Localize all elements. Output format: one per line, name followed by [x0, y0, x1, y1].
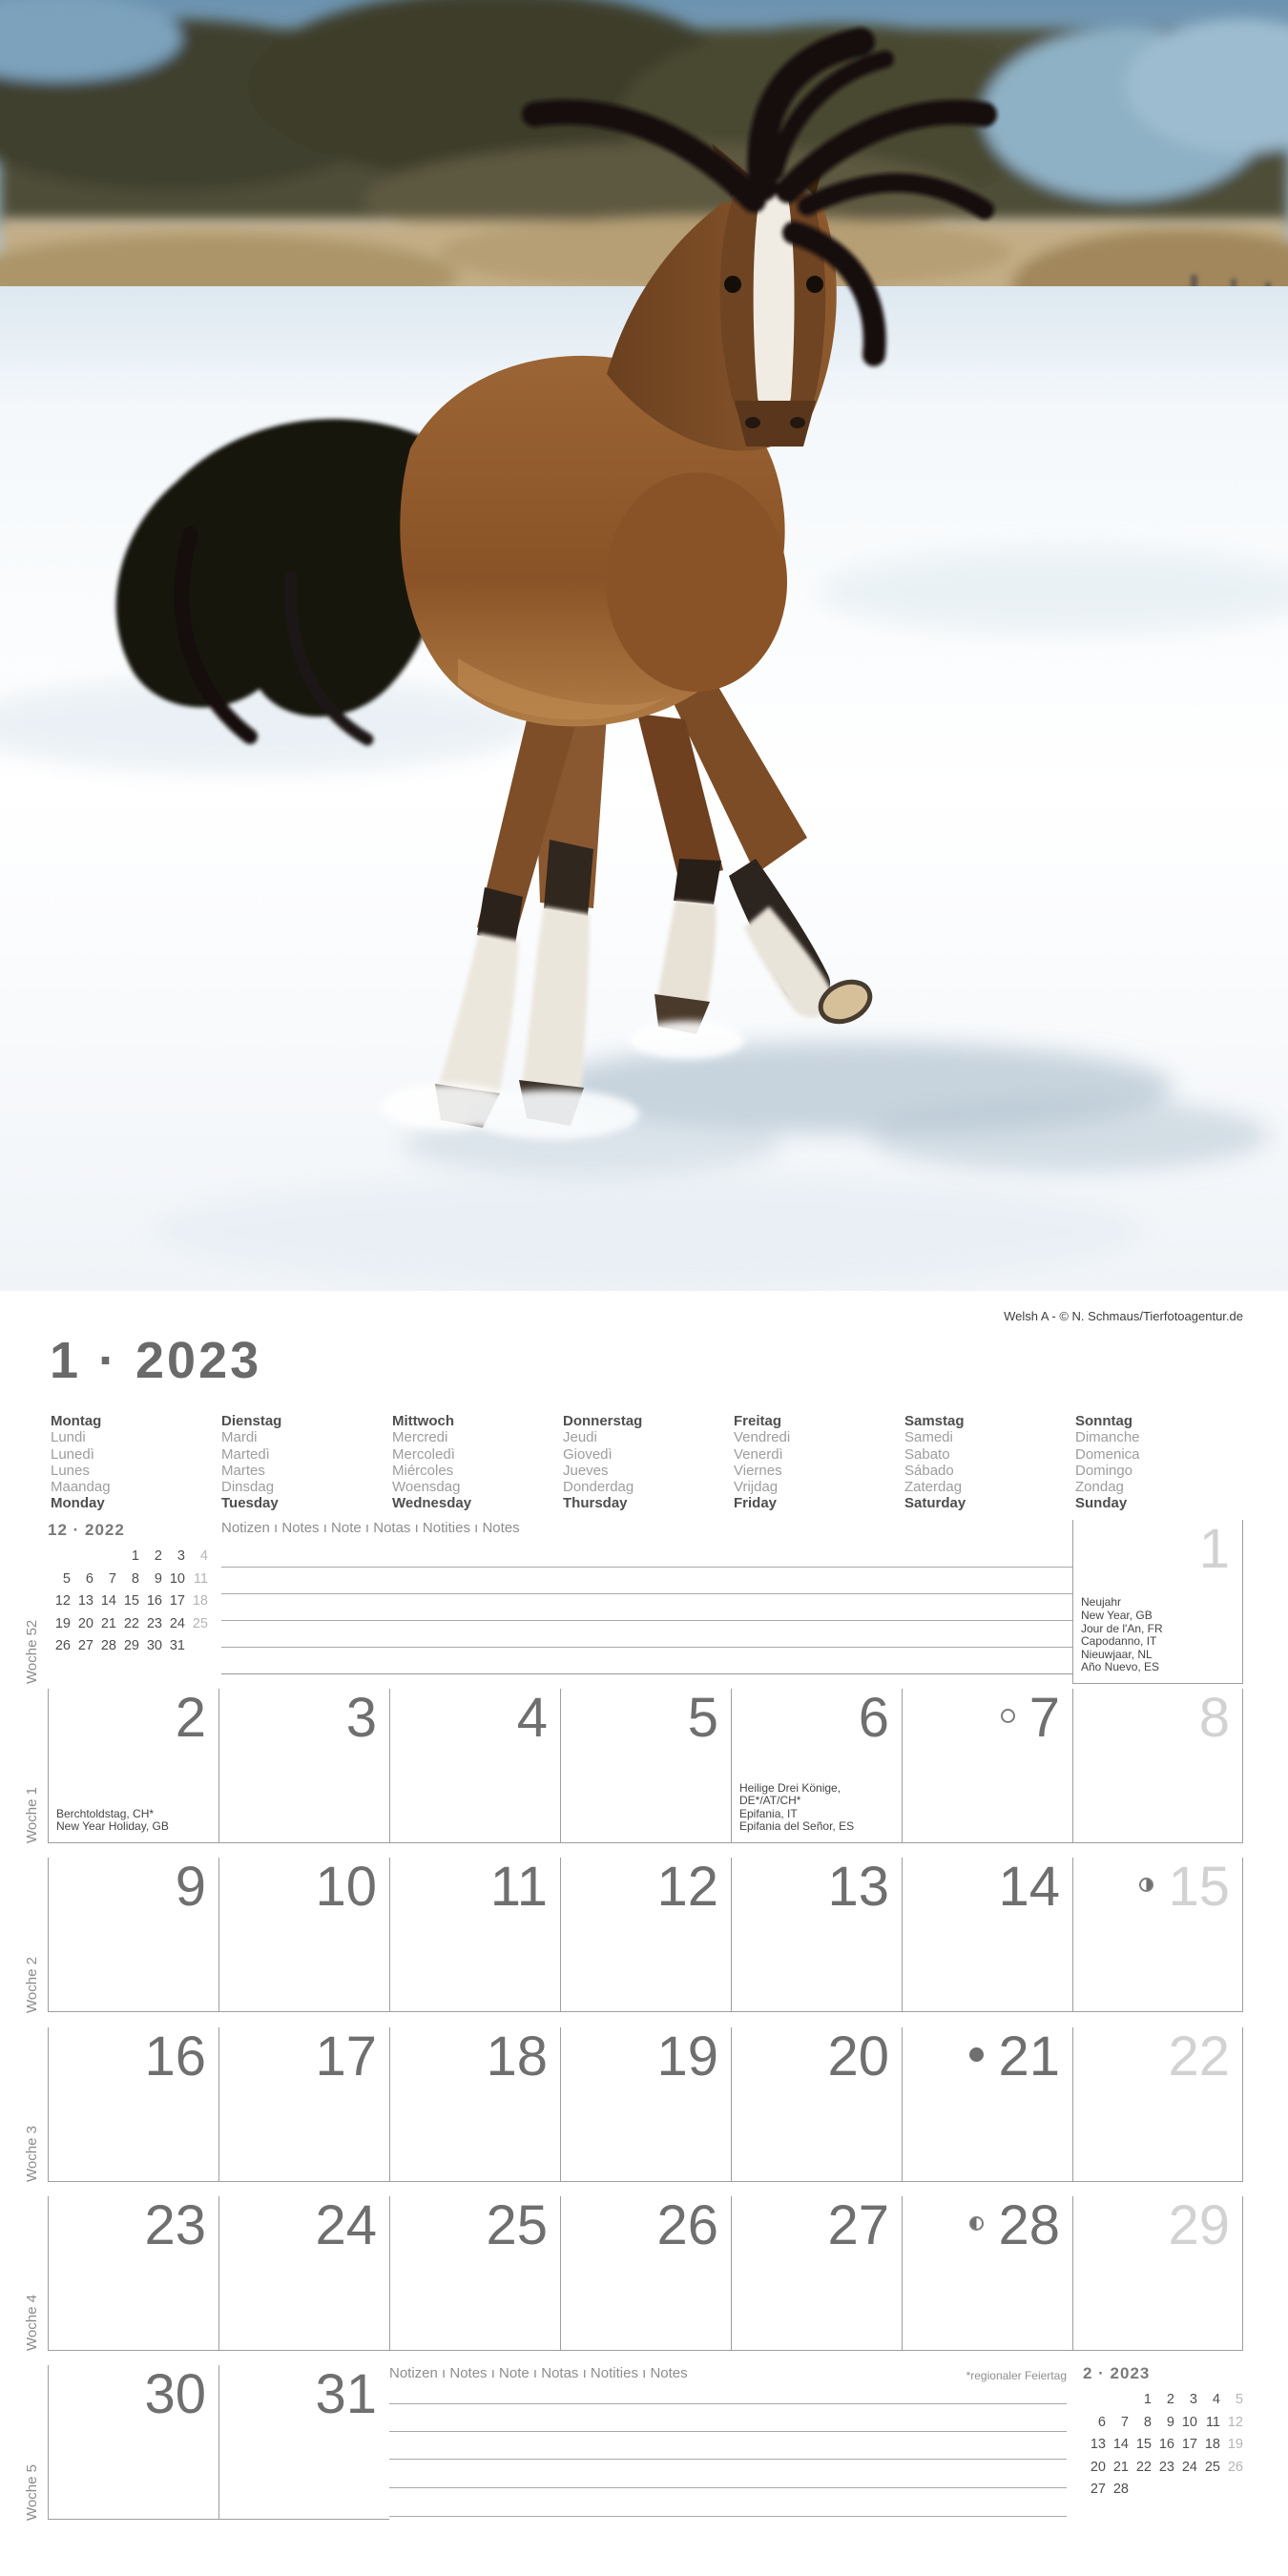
mini-calendar-day: 19	[1227, 2437, 1243, 2452]
day-name: Mittwoch	[392, 1413, 454, 1429]
day-cell-9	[48, 1858, 218, 2012]
day-name: Martedì	[221, 1445, 270, 1463]
week-label-5: Woche 5	[24, 2464, 40, 2521]
mini-calendar-week-row	[48, 1548, 212, 1571]
mini-calendar-day: 28	[100, 1638, 116, 1653]
day-cell-23	[48, 2196, 218, 2351]
week-2-row	[48, 1858, 1243, 2012]
mini-calendar-day	[1129, 2482, 1152, 2504]
week-4-row	[48, 2196, 1243, 2351]
mini-calendar-week-row	[1083, 2392, 1243, 2415]
mini-calendar-day: 26	[54, 1638, 71, 1653]
day-name: Sunday	[1075, 1495, 1128, 1512]
day-name: Mercoledì	[392, 1445, 455, 1463]
mini-calendar-day: 22	[1135, 2459, 1152, 2475]
week-5-row	[48, 2365, 1243, 2520]
week-label-3: Woche 3	[24, 2126, 40, 2182]
mini-calendar-day: 5	[62, 1570, 71, 1587]
mini-calendar-day: 8	[1143, 2414, 1152, 2430]
day-name: Jueves	[563, 1462, 609, 1479]
mini-calendar-day: 23	[1158, 2459, 1174, 2475]
day-number: 28	[998, 2194, 1060, 2256]
mini-calendar-day: 13	[1090, 2437, 1106, 2452]
mini-calendar-day	[71, 1548, 93, 1571]
day-name: Martes	[221, 1462, 265, 1479]
mini-calendar-day: 19	[54, 1615, 71, 1631]
mini-calendar-day: 22	[123, 1615, 139, 1631]
month-title: 1 · 2023	[50, 1332, 262, 1389]
holiday-line: Jour de l'An, FR	[1081, 1621, 1163, 1635]
day-number: 13	[827, 1856, 889, 1918]
day-number: 4	[516, 1687, 548, 1749]
mini-calendar-day: 1	[1143, 2392, 1152, 2407]
last-quarter-moon-icon	[1139, 1878, 1153, 1892]
mini-calendar-day	[1152, 2482, 1174, 2504]
day-cell-29	[1072, 2196, 1243, 2351]
day-name: Saturday	[904, 1495, 966, 1512]
week-label-1: Woche 1	[24, 1787, 40, 1843]
notes-label: Notizen ı Notes ı Note ı Notas ı Notities ı Notes	[221, 1520, 520, 1536]
mini-calendar-day: 31	[169, 1638, 185, 1653]
mini-calendar-day	[1106, 2392, 1129, 2415]
day-number: 17	[315, 2025, 377, 2088]
day-cell-12	[560, 1858, 731, 2012]
mini-calendar-previous-month	[48, 1522, 212, 1661]
mini-calendar-day: 24	[1181, 2459, 1197, 2475]
day-name: Giovedì	[563, 1445, 613, 1463]
day-cell-24	[218, 2196, 389, 2351]
day-number: 30	[144, 2363, 206, 2425]
mini-calendar-day	[1220, 2482, 1243, 2504]
day-number: 1	[1198, 1518, 1230, 1580]
regional-holiday-footnote: *regionaler Feiertag	[966, 2369, 1067, 2382]
mini-calendar-day: 15	[1135, 2437, 1152, 2452]
mini-calendar-day: 3	[1189, 2392, 1197, 2407]
holiday-list	[739, 1782, 902, 1834]
day-cell-25	[389, 2196, 560, 2351]
day-number: 9	[175, 1856, 206, 1918]
mini-calendar-day	[48, 1548, 71, 1571]
mini-calendar-day: 20	[77, 1615, 93, 1631]
mini-calendar-day: 18	[1204, 2437, 1220, 2452]
day-number: 7	[1028, 1687, 1060, 1749]
day-name: Samstag	[904, 1413, 965, 1429]
mini-calendar-day: 14	[100, 1593, 116, 1609]
day-name: Viernes	[734, 1462, 782, 1479]
day-number: 25	[486, 2194, 548, 2256]
mini-calendar-day: 4	[1212, 2392, 1220, 2407]
day-cell-3	[218, 1689, 389, 1843]
day-number: 10	[315, 1856, 377, 1918]
day-cell-19	[560, 2027, 731, 2182]
mini-calendar-day: 5	[1235, 2392, 1243, 2407]
day-header-thursday	[560, 1413, 731, 1512]
day-number: 23	[144, 2194, 206, 2256]
mini-calendar-day: 12	[54, 1593, 71, 1609]
holiday-list	[1081, 1596, 1163, 1674]
day-name: Samedi	[904, 1429, 953, 1446]
mini-calendar-week-row	[48, 1571, 212, 1594]
mini-calendar-day: 29	[123, 1638, 139, 1653]
mini-calendar-day: 20	[1090, 2459, 1106, 2475]
day-number: 24	[315, 2194, 377, 2256]
mini-calendar-day: 15	[123, 1593, 139, 1609]
mini-calendar-day: 16	[146, 1593, 162, 1609]
mini-calendar-day: 23	[146, 1615, 162, 1631]
day-cell-31	[218, 2365, 389, 2520]
day-name: Dimanche	[1075, 1429, 1140, 1446]
day-cell-10	[218, 1858, 389, 2012]
day-name: Donnerstag	[563, 1413, 643, 1429]
day-cell-16	[48, 2027, 218, 2182]
mini-calendar-day: 21	[100, 1615, 116, 1631]
day-number: 21	[998, 2025, 1060, 2088]
day-name: Jeudi	[563, 1429, 597, 1446]
holiday-line: Heilige Drei Könige, DE*/AT/CH*	[739, 1780, 841, 1808]
mini-calendar-day: 2	[1166, 2392, 1174, 2407]
mini-calendar-day: 24	[169, 1615, 185, 1631]
mini-calendar-week-row	[48, 1616, 212, 1639]
day-name: Dienstag	[221, 1413, 282, 1429]
holiday-line: Berchtoldstag, CH*	[56, 1806, 155, 1820]
mini-calendar-day: 12	[1227, 2414, 1243, 2430]
note-line	[221, 1567, 1072, 1568]
holiday-line: Año Nuevo, ES	[1081, 1660, 1160, 1674]
day-number: 27	[827, 2194, 889, 2256]
day-cell-28	[902, 2196, 1072, 2351]
mini-calendar-day: 17	[1181, 2437, 1197, 2452]
mini-calendar-day: 10	[1181, 2414, 1197, 2430]
day-name: Lundi	[51, 1429, 86, 1446]
mini-calendar-week-row	[48, 1638, 212, 1661]
day-name: Dinsdag	[221, 1479, 275, 1496]
day-cell-2	[48, 1689, 218, 1843]
day-name: Lunes	[51, 1462, 90, 1479]
day-cell-11	[389, 1858, 560, 2012]
mini-calendar-day: 10	[169, 1570, 185, 1587]
day-header-tuesday	[218, 1413, 389, 1512]
day-number: 11	[489, 1856, 548, 1918]
holiday-line: Epifania, IT	[739, 1806, 798, 1820]
mini-calendar-day: 2	[154, 1548, 162, 1564]
mini-calendar-week-row	[1083, 2460, 1243, 2483]
holiday-line: Neujahr	[1081, 1595, 1122, 1610]
day-name: Mardi	[221, 1429, 258, 1446]
mini-calendar-day	[1174, 2482, 1197, 2504]
note-line	[221, 1647, 1072, 1648]
day-number: 31	[315, 2363, 377, 2425]
mini-calendar-day: 21	[1112, 2459, 1129, 2475]
mini-calendar-day: 18	[192, 1593, 208, 1609]
note-line	[389, 2487, 1067, 2488]
mini-calendar-day: 9	[154, 1570, 162, 1587]
day-name: Mercredi	[392, 1429, 448, 1446]
holiday-line: New Year, GB	[1081, 1609, 1153, 1623]
note-line	[389, 2459, 1067, 2460]
notes-area-bottom	[389, 2365, 1072, 2520]
day-name: Vendredi	[734, 1429, 791, 1446]
day-name: Sábado	[904, 1462, 954, 1479]
day-cell-18	[389, 2027, 560, 2182]
mini-calendar-day: 16	[1158, 2437, 1174, 2452]
day-number: 3	[345, 1687, 377, 1749]
mini-calendar-day	[1083, 2392, 1106, 2415]
mini-calendar-day: 14	[1112, 2437, 1129, 2452]
day-cell-13	[731, 1858, 902, 2012]
day-cell-26	[560, 2196, 731, 2351]
day-header-monday	[48, 1413, 218, 1512]
holiday-line: New Year Holiday, GB	[56, 1819, 169, 1834]
mini-calendar-day: 28	[1112, 2482, 1129, 2497]
day-number: 6	[858, 1687, 889, 1749]
mini-calendar-day: 8	[131, 1570, 139, 1587]
mini-calendar-day: 1	[131, 1548, 139, 1564]
mini-calendar-day: 26	[1227, 2459, 1243, 2475]
day-number: 8	[1198, 1687, 1230, 1749]
mini-calendar-header: 2 · 2023	[1083, 2364, 1151, 2382]
note-line	[221, 1620, 1072, 1621]
mini-calendar-day	[1197, 2482, 1220, 2504]
mini-calendar-week-row	[48, 1593, 212, 1616]
day-cell-17	[218, 2027, 389, 2182]
day-header-friday	[731, 1413, 902, 1512]
mini-calendar-grid	[1083, 2392, 1243, 2504]
day-number: 22	[1168, 2025, 1230, 2088]
day-header-saturday	[902, 1413, 1072, 1512]
day-cell-5	[560, 1689, 731, 1843]
mini-calendar-day: 11	[1205, 2414, 1220, 2430]
mini-calendar-day: 7	[1120, 2414, 1129, 2430]
day-number: 15	[1168, 1856, 1230, 1918]
mini-calendar-day	[93, 1548, 116, 1571]
day-cell-27	[731, 2196, 902, 2351]
note-line	[389, 2431, 1067, 2432]
day-name: Lunedì	[51, 1445, 94, 1463]
day-cell-6	[731, 1689, 902, 1843]
mini-calendar-header: 12 · 2022	[48, 1521, 125, 1539]
day-header-wednesday	[389, 1413, 560, 1512]
day-number: 18	[486, 2025, 548, 2088]
day-cell-15	[1072, 1858, 1243, 2012]
day-name: Montag	[51, 1413, 102, 1429]
day-name: Tuesday	[221, 1495, 279, 1512]
day-name: Wednesday	[392, 1495, 472, 1512]
mini-calendar-week-row	[1083, 2482, 1243, 2504]
mini-calendar-day: 3	[177, 1548, 185, 1564]
holiday-line: Epifania del Señor, ES	[739, 1819, 855, 1834]
day-name: Miércoles	[392, 1462, 454, 1479]
day-name: Vrijdag	[734, 1479, 779, 1496]
holiday-line: Nieuwjaar, NL	[1081, 1647, 1153, 1661]
day-number: 19	[656, 2025, 718, 2088]
mini-calendar-day: 6	[85, 1570, 93, 1587]
day-name: Woensdag	[392, 1479, 461, 1496]
new-moon-icon	[969, 2047, 984, 2062]
day-name: Sonntag	[1075, 1413, 1132, 1429]
day-number: 2	[175, 1687, 206, 1749]
mini-calendar-day: 11	[193, 1570, 208, 1587]
note-line	[221, 1673, 1072, 1674]
day-name: Freitag	[734, 1413, 782, 1429]
week-label-2: Woche 2	[24, 1957, 40, 2013]
day-cell-4	[389, 1689, 560, 1843]
day-cell-7	[902, 1689, 1072, 1843]
mini-calendar-day: 27	[77, 1638, 93, 1653]
day-cell-1	[1072, 1520, 1243, 1684]
day-name: Thursday	[563, 1495, 628, 1512]
day-number: 29	[1168, 2194, 1230, 2256]
mini-calendar-day: 17	[169, 1593, 185, 1609]
mini-calendar-day: 25	[192, 1615, 208, 1631]
day-number: 16	[144, 2025, 206, 2088]
note-line	[221, 1593, 1072, 1594]
day-cell-21	[902, 2027, 1072, 2182]
day-cell-14	[902, 1858, 1072, 2012]
photo-credit: Welsh A - © N. Schmaus/Tierfotoagentur.de	[1004, 1309, 1243, 1323]
mini-calendar-day: 7	[108, 1570, 116, 1587]
day-number: 5	[687, 1687, 718, 1749]
mini-calendar-week-row	[1083, 2437, 1243, 2460]
mini-calendar-day: 25	[1204, 2459, 1220, 2475]
day-name: Venerdì	[734, 1445, 783, 1463]
mini-calendar-day: 4	[199, 1548, 208, 1564]
day-cell-20	[731, 2027, 902, 2182]
mini-calendar-day: 13	[77, 1593, 93, 1609]
mini-calendar-week-row	[1083, 2415, 1243, 2438]
week-label-52: Woche 52	[24, 1619, 40, 1684]
note-line	[389, 2403, 1067, 2404]
day-name: Zondag	[1075, 1479, 1124, 1496]
day-name: Donderdag	[563, 1479, 634, 1496]
holiday-list	[56, 1808, 169, 1834]
week-3-row	[48, 2027, 1243, 2182]
day-header-sunday	[1072, 1413, 1243, 1512]
week-52-row	[48, 1520, 1243, 1684]
week-1-row	[48, 1689, 1243, 1843]
mini-calendar-day	[185, 1638, 208, 1661]
mini-calendar-day: 6	[1097, 2414, 1106, 2430]
day-name: Maandag	[51, 1479, 111, 1496]
day-number: 20	[827, 2025, 889, 2088]
day-cell-30	[48, 2365, 218, 2520]
day-name-header-row	[48, 1413, 1243, 1512]
day-name: Domingo	[1075, 1462, 1133, 1479]
day-name: Friday	[734, 1495, 778, 1512]
note-line	[389, 2516, 1067, 2517]
notes-area-top	[221, 1520, 1072, 1684]
day-number: 26	[656, 2194, 718, 2256]
day-number: 14	[998, 1856, 1060, 1918]
day-number: 12	[656, 1856, 718, 1918]
week-label-4: Woche 4	[24, 2295, 40, 2351]
day-name: Monday	[51, 1495, 105, 1512]
day-name: Sabato	[904, 1445, 950, 1463]
mini-calendar-next-month	[1083, 2365, 1243, 2504]
holiday-line: Capodanno, IT	[1081, 1634, 1157, 1649]
day-name: Domenica	[1075, 1445, 1140, 1463]
mini-calendar-day: 30	[146, 1638, 162, 1653]
day-name: Zaterdag	[904, 1479, 963, 1496]
mini-calendar-day: 27	[1090, 2482, 1106, 2497]
day-cell-22	[1072, 2027, 1243, 2182]
mini-calendar-grid	[48, 1548, 212, 1661]
mini-calendar-day: 9	[1166, 2414, 1174, 2430]
full-moon-icon	[1001, 1709, 1015, 1723]
first-quarter-moon-icon	[969, 2216, 984, 2231]
notes-label: Notizen ı Notes ı Note ı Notas ı Notities ı Notes	[389, 2365, 688, 2381]
day-cell-8	[1072, 1689, 1243, 1843]
